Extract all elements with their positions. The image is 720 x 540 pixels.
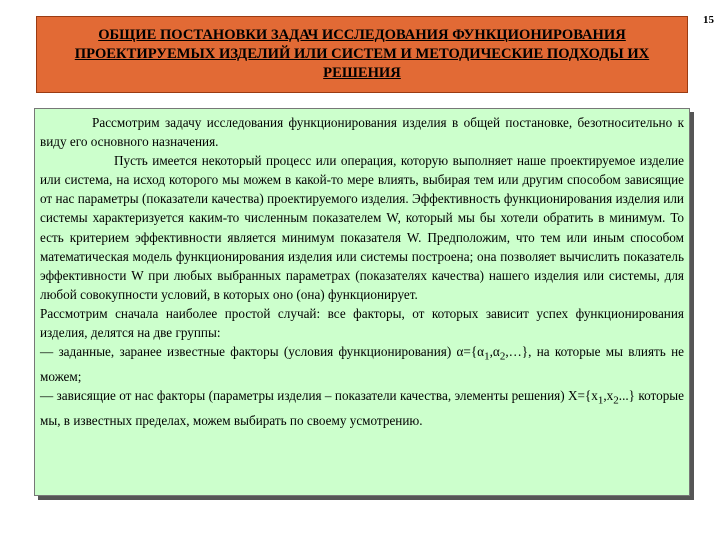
paragraph-simple-case: Рассмотрим сначала наиболее простой случай: все факторы, от которых зависит успех функционирования изделия, делятся на две группы:: [40, 305, 684, 341]
given-factors-sep: ,α: [489, 344, 500, 360]
x-subscript-1: 1: [597, 394, 604, 407]
controlled-factors-sep: ,x: [603, 387, 614, 403]
paragraph-given-factors: [40, 342, 684, 386]
title-banner: [36, 16, 688, 93]
controlled-factors-tail: ...} которые мы, в известных пределах, можем выбирать по своему усмотрению.: [40, 387, 685, 428]
x-subscript-2: 2: [613, 394, 619, 407]
paragraph-controlled-factors: [40, 386, 684, 430]
slide-title: ОБЩИЕ ПОСТАНОВКИ ЗАДАЧ ИССЛЕДОВАНИЯ ФУНКЦИОНИРОВАНИЯ ПРОЕКТИРУЕМЫХ ИЗДЕЛИЙ ИЛИ СИСТЕМ И МЕТОДИЧЕСКИЕ ПОДХОДЫ ИХ РЕШЕНИЯ: [74, 27, 650, 81]
alpha-subscript-2: 2: [499, 350, 506, 363]
paragraph-intro: Рассмотрим задачу исследования функционирования изделия в общей постановке, безотносительно к виду его основного назначения.: [40, 115, 684, 150]
controlled-factors-text: — зависящие от нас факторы (параметры изделия – показатели качества, элементы решения) X={x: [40, 387, 598, 403]
content-panel: [34, 108, 690, 496]
page-number: 15: [703, 14, 714, 26]
alpha-subscript-1: 1: [484, 350, 490, 363]
given-factors-text: — заданные, заранее известные факторы (условия функционирования) α={α: [40, 344, 485, 360]
given-factors-tail: ,…}, на которые мы влиять не можем;: [40, 344, 684, 384]
paragraph-problem-statement: Пусть имеется некоторый процесс или операция, которую выполняет наше проектируемое изделие или система, на исход которого мы можем в какой-то мере влиять, выбирая тем или другим способом зависящие от нас параметры (показатели качества) проектируемого изделия. Эффективность функционирования изделия или системы характеризуется каким-то численным показателем W, который мы бы хотели обратить в минимум. То есть критерием эффективности является минимум показателя W. Предположим, что тем или иным способом математическая модель функционирования изделия или системы построена; она позволяет вычислить показатель эффективности W при любых выбранных параметрах (показателях качества) нашего изделия или системы, для любой совокупности условий, в которых оно (она) функционирует.: [40, 153, 684, 302]
